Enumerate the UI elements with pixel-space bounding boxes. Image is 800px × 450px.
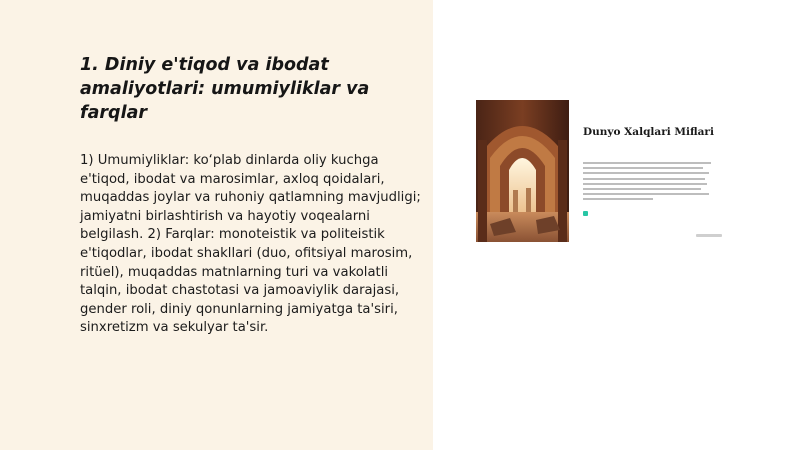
arched-temple-photo-icon bbox=[476, 100, 569, 242]
slide-body-text: 1) Umumiyliklar: ko‘plab dinlarda oliy kuchga e'tiqod, ibodat va marosimlar, axloq qoidalari, muqaddas joylar va ruhoniy qatlamning mavjudligi; jamiyatni birlashtirish va hayotiy voqealarni belgilash. 2) Farqlar: monoteistik va politeistik e'tiqodlar, ibodat shakllari (duo, ofitsiyal marosim, ritüel), muqaddas matnlarning turi va vakolatli talqin, ibodat chastotasi va jamoaviylik darajasi, gender roli, diniy qonunlarning jamiyatga ta'siri, sinxretizm va sekulyar ta'sir. bbox=[80, 153, 421, 336]
slide-title: 1. Diniy e'tiqod va ibodat amaliyotlari: umumiyliklar va farqlar bbox=[80, 55, 370, 123]
accent-dot-icon bbox=[583, 211, 588, 216]
footer-mark bbox=[696, 234, 722, 237]
book-title: Dunyo Xalqlari Miflari bbox=[583, 126, 714, 138]
book-preview-card[interactable] bbox=[476, 100, 724, 242]
book-description-lines bbox=[583, 162, 711, 204]
